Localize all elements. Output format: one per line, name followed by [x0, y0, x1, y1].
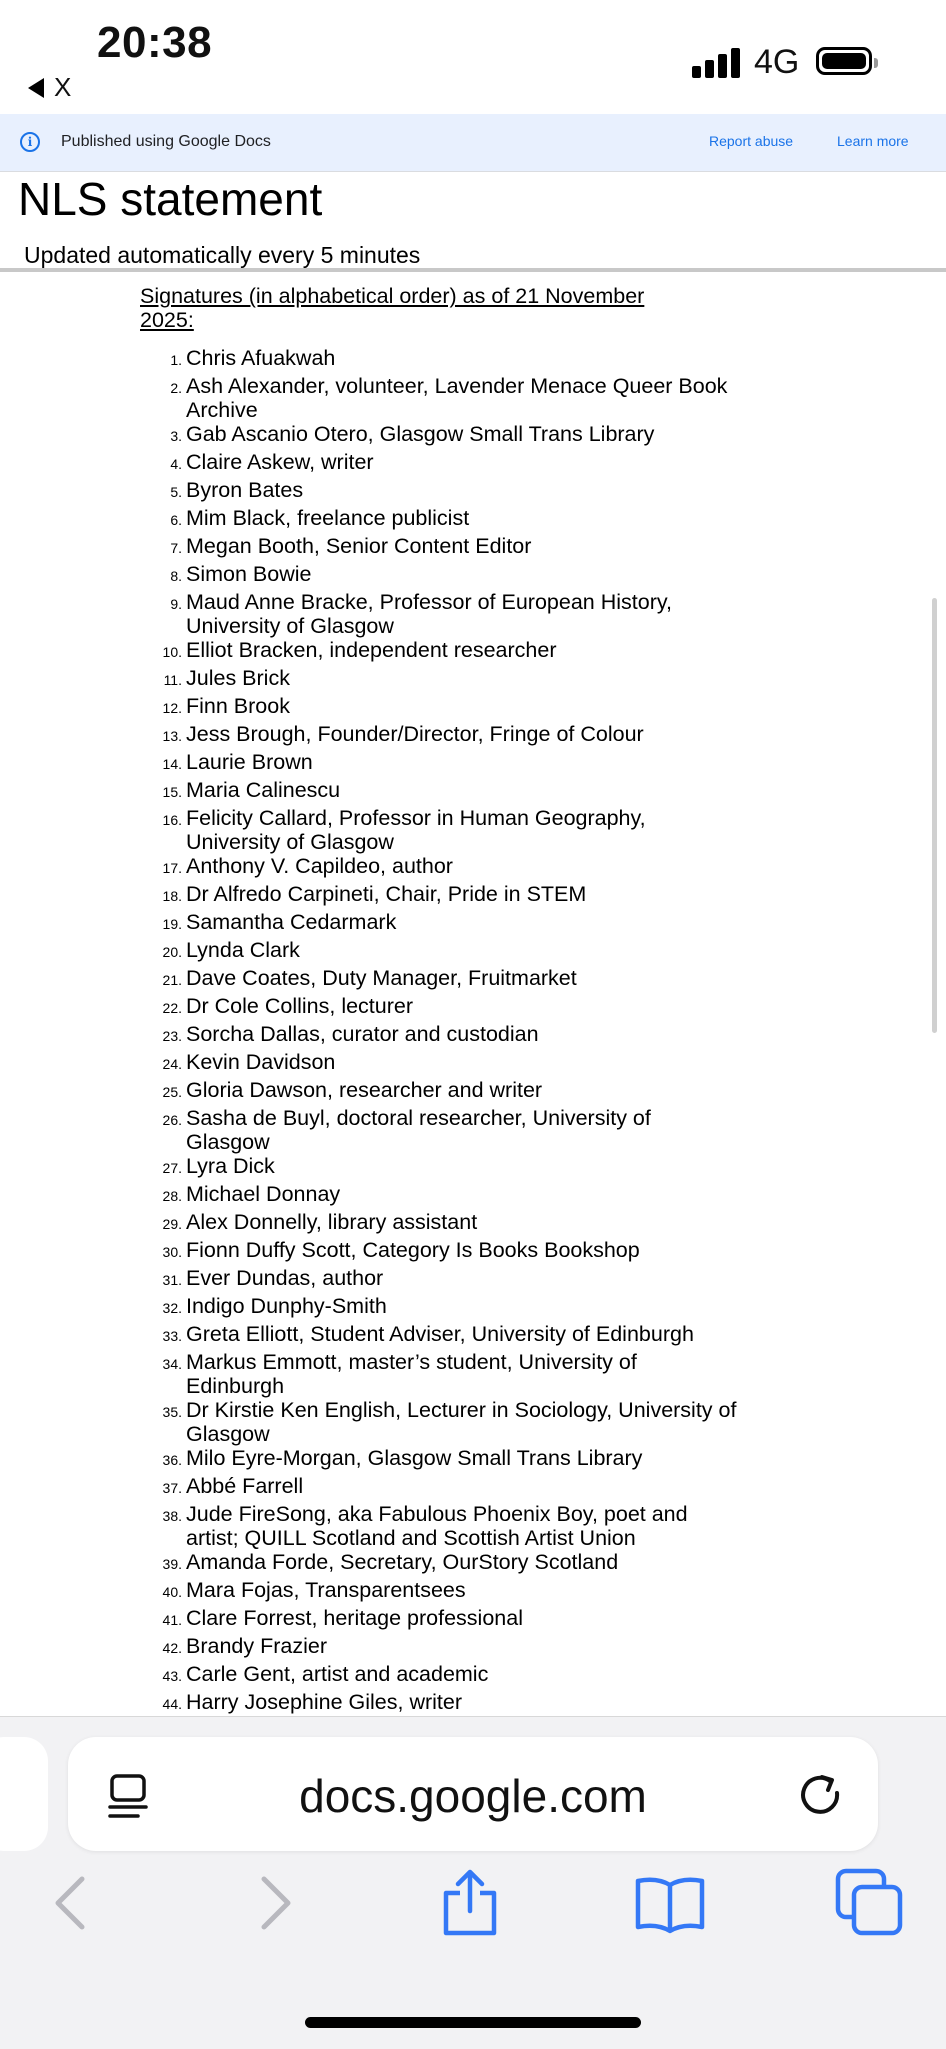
list-item-text: Kevin Davidson	[186, 1050, 336, 1074]
list-item	[140, 590, 740, 638]
home-indicator[interactable]	[305, 2017, 641, 2028]
list-item-number: 3.	[170, 428, 182, 444]
published-label: Published using Google Docs	[61, 133, 271, 150]
list-item-number: 39.	[162, 1556, 182, 1572]
list-item-text: Ever Dundas, author	[186, 1266, 384, 1290]
list-item	[140, 1266, 740, 1294]
list-item-text: Laurie Brown	[186, 750, 313, 774]
list-item	[140, 1398, 740, 1446]
list-item-text: Ash Alexander, volunteer, Lavender Menace Queer Book Archive	[186, 374, 728, 422]
list-item	[140, 722, 740, 750]
list-item	[140, 938, 740, 966]
list-item	[140, 694, 740, 722]
list-item	[140, 1502, 740, 1550]
list-item-number: 6.	[170, 512, 182, 528]
list-item	[140, 1446, 740, 1474]
list-item-text: Abbé Farrell	[186, 1474, 304, 1498]
list-item	[140, 1662, 740, 1690]
url-text: docs.google.com	[299, 1770, 647, 1822]
list-item	[140, 534, 740, 562]
list-item-number: 32.	[162, 1300, 182, 1316]
reload-icon[interactable]	[796, 1769, 844, 1817]
list-item-text: Finn Brook	[186, 694, 290, 718]
list-item-text: Megan Booth, Senior Content Editor	[186, 534, 532, 558]
list-item-text: Gab Ascanio Otero, Glasgow Small Trans Library	[186, 422, 655, 446]
list-item-number: 42.	[162, 1640, 182, 1656]
list-item-number: 27.	[162, 1160, 182, 1176]
list-item	[140, 1022, 740, 1050]
list-item-text: Mara Fojas, Transparentsees	[186, 1578, 466, 1602]
tabs-icon[interactable]	[834, 1867, 906, 1939]
address-bar[interactable]	[68, 1737, 878, 1851]
status-bar	[0, 0, 946, 114]
cellular-signal-icon	[692, 46, 740, 78]
list-item	[140, 1182, 740, 1210]
list-item-number: 23.	[162, 1028, 182, 1044]
list-item	[140, 1106, 740, 1154]
list-item	[140, 1550, 740, 1578]
list-item-text: Byron Bates	[186, 478, 304, 502]
list-item-text: Lyra Dick	[186, 1154, 275, 1178]
list-item	[140, 1578, 740, 1606]
list-item-number: 4.	[170, 456, 182, 472]
list-item-number: 20.	[162, 944, 182, 960]
document-body[interactable]	[0, 272, 946, 1716]
back-app-label: X	[54, 72, 72, 102]
list-item	[140, 1690, 740, 1716]
list-item-number: 37.	[162, 1480, 182, 1496]
list-item-number: 11.	[163, 672, 182, 688]
list-item	[140, 1474, 740, 1502]
list-item-text: Chris Afuakwah	[186, 346, 336, 370]
list-item-number: 22.	[162, 1000, 182, 1016]
book-icon[interactable]	[634, 1867, 706, 1939]
list-item	[140, 1154, 740, 1182]
list-item-text: Markus Emmott, master’s student, University of Edinburgh	[186, 1350, 637, 1398]
back-to-app-button[interactable]	[28, 72, 71, 103]
list-item-number: 25.	[162, 1084, 182, 1100]
list-item-text: Amanda Forde, Secretary, OurStory Scotland	[186, 1550, 619, 1574]
list-item	[140, 1350, 740, 1398]
list-item-text: Alex Donnelly, library assistant	[186, 1210, 478, 1234]
list-item-text: Gloria Dawson, researcher and writer	[186, 1078, 543, 1102]
list-item-number: 33.	[162, 1328, 182, 1344]
signature-list	[140, 346, 740, 1716]
list-item	[140, 478, 740, 506]
list-item-number: 44.	[162, 1696, 182, 1712]
list-item	[140, 450, 740, 478]
list-item-number: 10.	[162, 644, 182, 660]
list-item	[140, 750, 740, 778]
list-item-text: Dr Kirstie Ken English, Lecturer in Sociology, University of Glasgow	[186, 1398, 737, 1446]
list-item-number: 24.	[162, 1056, 182, 1072]
list-item-number: 18.	[162, 888, 182, 904]
list-item-text: Dr Alfredo Carpineti, Chair, Pride in STEM	[186, 882, 587, 906]
list-item	[140, 882, 740, 910]
list-item-text: Sorcha Dallas, curator and custodian	[186, 1022, 539, 1046]
list-item-number: 40.	[162, 1584, 182, 1600]
list-item-text: Felicity Callard, Professor in Human Geography, University of Glasgow	[186, 806, 646, 854]
list-item-text: Fionn Duffy Scott, Category Is Books Bookshop	[186, 1238, 640, 1262]
list-item-text: Samantha Cedarmark	[186, 910, 397, 934]
list-item-number: 26.	[162, 1112, 182, 1128]
previous-tab-preview[interactable]	[0, 1737, 48, 1851]
share-icon[interactable]	[434, 1867, 506, 1939]
list-item-text: Clare Forrest, heritage professional	[186, 1606, 523, 1630]
list-item-number: 15.	[162, 784, 182, 800]
list-item-text: Dr Cole Collins, lecturer	[186, 994, 414, 1018]
learn-more-link[interactable]: Learn more	[837, 133, 909, 149]
list-item	[140, 1078, 740, 1106]
report-abuse-link[interactable]: Report abuse	[709, 133, 794, 149]
list-item	[140, 1634, 740, 1662]
list-item	[140, 1210, 740, 1238]
list-item-number: 19.	[162, 916, 182, 932]
update-notice: Updated automatically every 5 minutes	[24, 242, 421, 268]
list-item	[140, 1606, 740, 1634]
list-item	[140, 806, 740, 854]
list-item-text: Carle Gent, artist and academic	[186, 1662, 489, 1686]
list-item-number: 30.	[162, 1244, 182, 1260]
list-item-text: Milo Eyre-Morgan, Glasgow Small Trans Library	[186, 1446, 643, 1470]
list-item	[140, 966, 740, 994]
list-item-number: 17.	[162, 860, 182, 876]
list-item-number: 29.	[162, 1216, 182, 1232]
signatures-heading: Signatures (in alphabetical order) as of 21 November 2025:	[140, 284, 645, 332]
list-item-number: 2.	[170, 380, 182, 396]
list-item	[140, 346, 740, 374]
list-item-text: Indigo Dunphy-Smith	[186, 1294, 387, 1318]
list-item-text: Mim Black, freelance publicist	[186, 506, 470, 530]
list-item-text: Michael Donnay	[186, 1182, 341, 1206]
list-item-number: 7.	[170, 540, 182, 556]
list-item	[140, 1238, 740, 1266]
list-item-number: 34.	[162, 1356, 182, 1372]
back-triangle-icon	[28, 78, 44, 98]
list-item-text: Sasha de Buyl, doctoral researcher, University of Glasgow	[186, 1106, 651, 1154]
list-item	[140, 1322, 740, 1350]
list-item-number: 36.	[162, 1452, 182, 1468]
list-item	[140, 562, 740, 590]
chevron-left-icon[interactable]	[36, 1867, 108, 1939]
list-item-number: 35.	[162, 1404, 182, 1420]
list-item-text: Harry Josephine Giles, writer	[186, 1690, 463, 1714]
list-item-number: 41.	[162, 1612, 182, 1628]
list-item-number: 16.	[162, 812, 182, 828]
list-item-number: 1.	[170, 352, 182, 368]
list-item	[140, 422, 740, 450]
list-item	[140, 854, 740, 882]
list-item-number: 28.	[162, 1188, 182, 1204]
network-type: 4G	[754, 43, 800, 81]
list-item-number: 9.	[170, 596, 182, 612]
battery-icon	[816, 47, 872, 75]
list-item-text: Simon Bowie	[186, 562, 312, 586]
clock: 20:38	[97, 18, 213, 67]
list-item	[140, 374, 740, 422]
list-item-number: 31.	[162, 1272, 182, 1288]
list-item-number: 14.	[162, 756, 182, 772]
list-item-text: Dave Coates, Duty Manager, Fruitmarket	[186, 966, 577, 990]
list-item	[140, 778, 740, 806]
list-item	[140, 506, 740, 534]
chevron-right-icon[interactable]	[238, 1867, 310, 1939]
list-item-text: Brandy Frazier	[186, 1634, 327, 1658]
list-item-number: 43.	[162, 1668, 182, 1684]
list-item	[140, 910, 740, 938]
list-item-number: 5.	[170, 484, 182, 500]
document-title: NLS statement	[18, 173, 323, 225]
list-item-number: 21.	[162, 972, 182, 988]
list-item	[140, 638, 740, 666]
list-item-text: Jess Brough, Founder/Director, Fringe of Colour	[186, 722, 644, 746]
list-item-text: Claire Askew, writer	[186, 450, 374, 474]
list-item-text: Greta Elliott, Student Adviser, University of Edinburgh	[186, 1322, 694, 1346]
list-item-text: Jude FireSong, aka Fabulous Phoenix Boy, poet and artist; QUILL Scotland and Scottish Artist Union	[186, 1502, 688, 1550]
published-banner	[0, 114, 946, 172]
list-item-text: Lynda Clark	[186, 938, 300, 962]
list-item-number: 8.	[170, 568, 182, 584]
list-item	[140, 666, 740, 694]
list-item	[140, 1050, 740, 1078]
list-item-text: Maria Calinescu	[186, 778, 341, 802]
list-item	[140, 994, 740, 1022]
list-item	[140, 1294, 740, 1322]
list-item-text: Anthony V. Capildeo, author	[186, 854, 453, 878]
browser-toolbar	[0, 1716, 946, 2049]
info-icon: i	[20, 132, 40, 152]
scrollbar[interactable]	[932, 598, 937, 1033]
list-item-text: Jules Brick	[186, 666, 290, 690]
list-item-text: Maud Anne Bracke, Professor of European History, University of Glasgow	[186, 590, 672, 638]
list-item-text: Elliot Bracken, independent researcher	[186, 638, 557, 662]
list-item-number: 38.	[162, 1508, 182, 1524]
list-item-number: 12.	[162, 700, 182, 716]
list-item-number: 13.	[162, 728, 182, 744]
